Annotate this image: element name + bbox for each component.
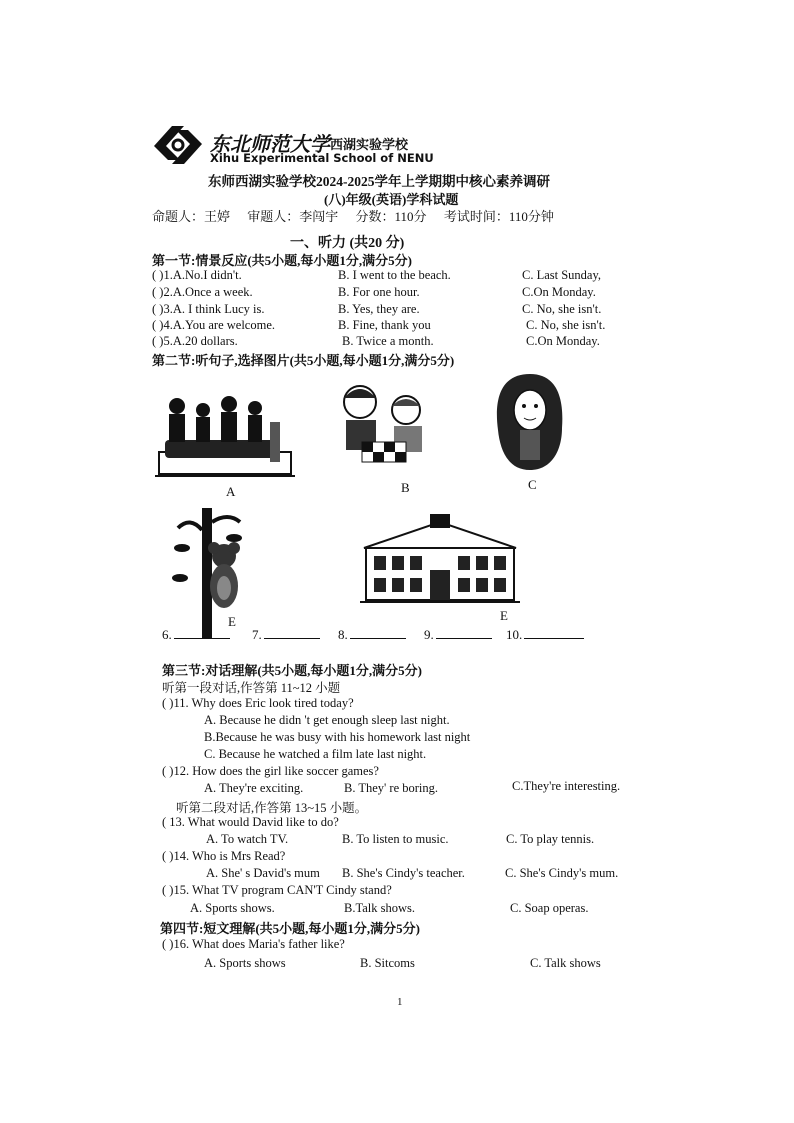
- q13: ( 13. What would David like to do?: [162, 815, 339, 829]
- q1-a: ( )1.A.No.I didn't.: [152, 268, 242, 282]
- blank-6-label: 6.: [162, 627, 172, 642]
- part3-heading: 第三节:对话理解(共5小题,每小题1分,满分5分): [162, 663, 422, 678]
- score: 分数：110分: [355, 209, 427, 224]
- picture-a-family-tv: [155, 392, 295, 480]
- q14-b: B. She's Cindy's teacher.: [342, 866, 465, 880]
- q12: ( )12. How does the girl like soccer games?: [162, 764, 379, 778]
- q12-c: C.They're interesting.: [512, 779, 621, 793]
- q4-c: C. No, she isn't.: [526, 318, 606, 332]
- q16-c: C. Talk shows: [530, 956, 601, 970]
- blank-7-label: 7.: [252, 627, 262, 642]
- q16-b: B. Sitcoms: [360, 956, 415, 970]
- q13-c: C. To play tennis.: [506, 832, 595, 846]
- school-name-sub: 西湖实验学校: [330, 138, 409, 153]
- q4-b: B. Fine, thank you: [338, 318, 431, 332]
- q1-b: B. I went to the beach.: [338, 268, 451, 282]
- q15-b: B.Talk shows.: [344, 901, 416, 915]
- q2-a: ( )2.A.Once a week.: [152, 285, 253, 299]
- school-logo: [150, 120, 206, 170]
- picture-d-label: E: [228, 614, 236, 629]
- answer-blank-8[interactable]: [338, 626, 406, 643]
- answer-blank-6[interactable]: [162, 626, 230, 643]
- q2-c: C.On Monday.: [522, 285, 596, 299]
- picture-c-label: C: [528, 477, 537, 492]
- school-name-en: Xihu Experimental School of NENU: [210, 151, 434, 165]
- q13-b: B. To listen to music.: [342, 832, 449, 846]
- q14-a: A. She' s David's mum: [206, 866, 320, 880]
- q4-a: ( )4.A.You are welcome.: [152, 318, 276, 332]
- q1-c: C. Last Sunday,: [522, 268, 602, 282]
- picture-a-label: A: [226, 484, 236, 499]
- exam-time: 考试时间：110分钟: [443, 209, 554, 224]
- q14-c: C. She's Cindy's mum.: [505, 866, 619, 880]
- blank-10-label: 10.: [506, 627, 523, 642]
- q15-a: A. Sports shows.: [190, 901, 275, 915]
- q15: ( )15. What TV program CAN'T Cindy stand?: [162, 883, 392, 897]
- q5-a: ( )5.A.20 dollars.: [152, 334, 238, 348]
- picture-b-label: B: [401, 480, 410, 495]
- q5-b: B. Twice a month.: [342, 334, 434, 348]
- setter: 命题人：王婷: [152, 209, 231, 224]
- q16: ( )16. What does Maria's father like?: [162, 937, 345, 951]
- blank-9-label: 9.: [424, 627, 434, 642]
- q3-b: B. Yes, they are.: [338, 302, 420, 316]
- answer-blank-10[interactable]: [506, 626, 584, 643]
- q13-a: A. To watch TV.: [206, 832, 289, 846]
- reviewer: 审题人：李闯宇: [247, 209, 339, 224]
- q11-c: C. Because he watched a film late last night.: [204, 747, 427, 761]
- exam-subtitle: (八)年级(英语)学科试题: [324, 192, 459, 207]
- picture-e-building: [360, 514, 520, 606]
- q3-a: ( )3.A. I think Lucy is.: [152, 302, 265, 316]
- answer-blank-9[interactable]: [424, 626, 492, 643]
- q5-c: C.On Monday.: [526, 334, 600, 348]
- picture-b-chess: [332, 380, 434, 472]
- q3-c: C. No, she isn't.: [522, 302, 602, 316]
- q15-c: C. Soap operas.: [510, 901, 589, 915]
- q11-b: B.Because he was busy with his homework last night: [204, 730, 471, 744]
- exam-title: 东师西湖实验学校2024-2025学年上学期期中核心素养调研: [208, 174, 550, 189]
- page-number: 1: [397, 996, 403, 1008]
- q11: ( )11. Why does Eric look tired today?: [162, 696, 354, 710]
- answer-blank-7[interactable]: [252, 626, 320, 643]
- q2-b: B. For one hour.: [338, 285, 420, 299]
- part1-heading: 第一节:情景反应(共5小题,每小题1分,满分5分): [152, 253, 412, 268]
- picture-d-koala: [168, 508, 248, 638]
- q12-b: B. They' re boring.: [344, 781, 439, 795]
- q14: ( )14. Who is Mrs Read?: [162, 849, 286, 863]
- picture-c-girl: [494, 370, 566, 474]
- school-name-cn: 东北师范大学: [210, 132, 330, 156]
- q16-a: A. Sports shows: [204, 956, 286, 970]
- part2-heading: 第二节:听句子,选择图片(共5小题,每小题1分,满分5分): [152, 353, 455, 368]
- section-title: 一、听力 (共20 分): [290, 236, 405, 251]
- part4-heading: 第四节:短文理解(共5小题,每小题1分,满分5分): [160, 921, 420, 936]
- part3-intro1: 听第一段对话,作答第 11~12 小题: [162, 681, 341, 695]
- q12-a: A. They're exciting.: [204, 781, 304, 795]
- exam-meta: [152, 206, 568, 225]
- part3-intro2: 听第二段对话,作答第 13~15 小题。: [176, 801, 368, 815]
- q11-a: A. Because he didn 't get enough sleep last night.: [204, 713, 450, 727]
- picture-e-label: E: [500, 608, 508, 623]
- blank-8-label: 8.: [338, 627, 348, 642]
